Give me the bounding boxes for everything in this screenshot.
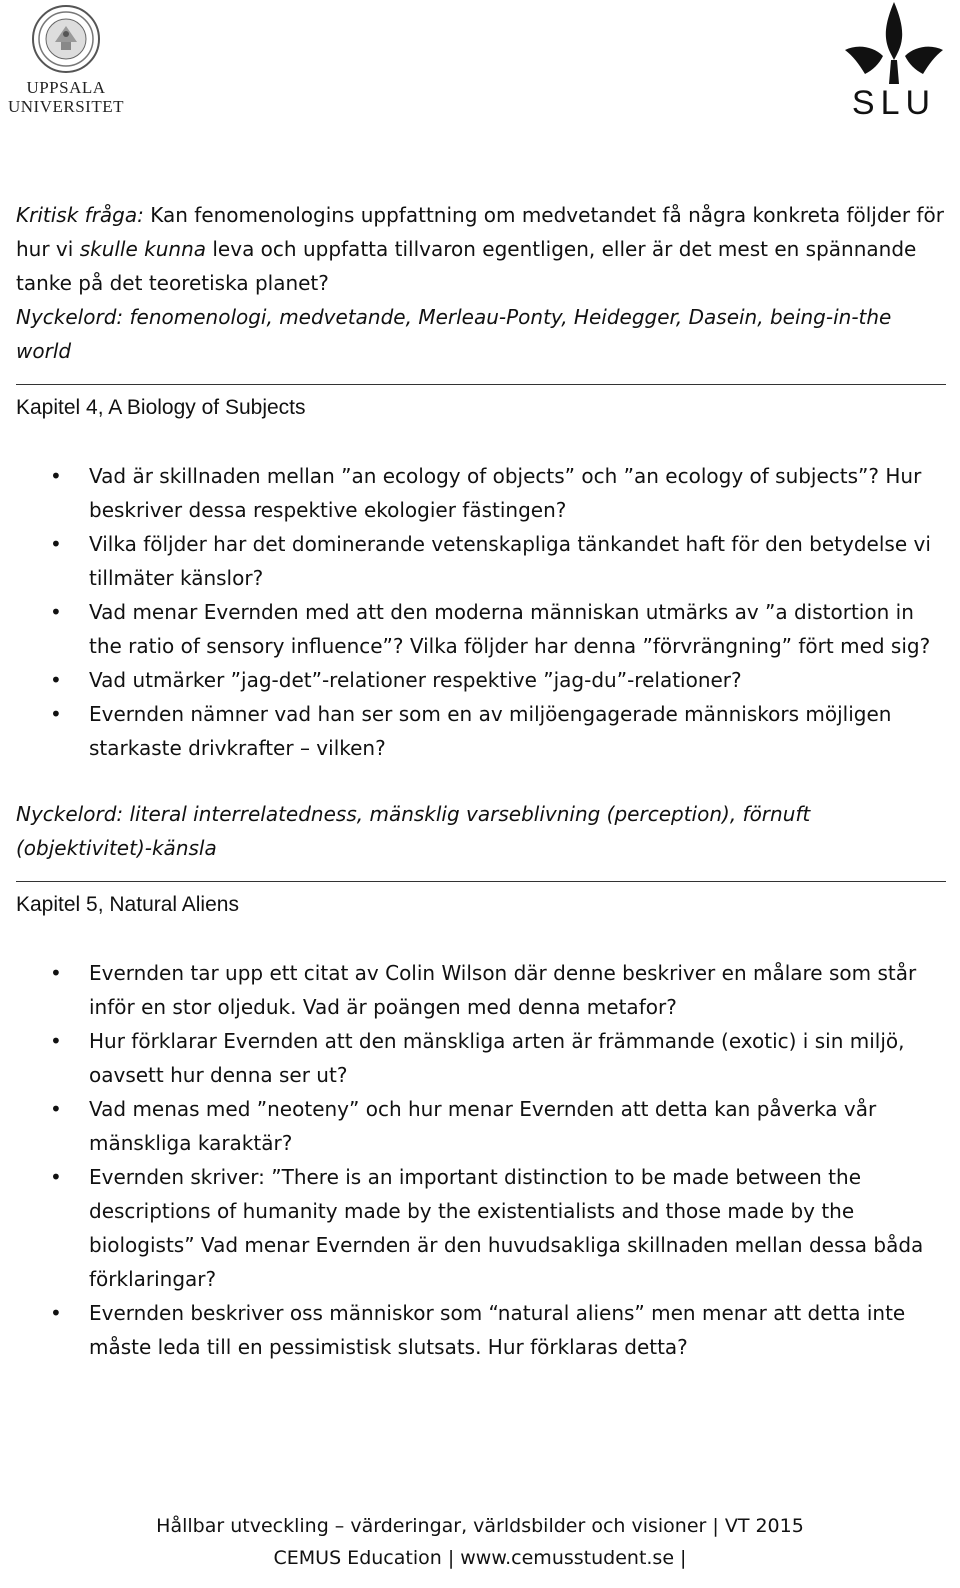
question-item: • Evernden nämner vad han ser som en av miljöengagerade människors möjligen starkaste drivkrafter – vilken? [16,697,946,765]
critical-text-1: Kan fenomenologins uppfattning om medvetandet få några konkreta följder för hur vi [16,203,944,261]
question-item: • Evernden beskriver oss människor som “natural aliens” men menar att detta inte måste leda till en pessimistisk slutsats. Hur förklaras detta? [16,1296,946,1364]
question-item: • Evernden tar upp ett citat av Colin Wilson där denne beskriver en målare som står inför en stor oljeduk. Vad är poängen med denna metafor? [16,956,946,1024]
critical-emphasis: skulle kunna [79,237,207,261]
question-item: • Hur förklarar Evernden att den mänskliga arten är främmande (exotic) i sin miljö, oavsett hur denna ser ut? [16,1024,946,1092]
uppsala-university-logo [4,4,128,122]
footer-course-line: Hållbar utveckling – värderingar, världsbilder och visioner | VT 2015 [156,1515,804,1537]
uppsala-name-line2: UNIVERSITET [8,97,124,116]
question-item: • Vad menas med ”neoteny” och hur menar Evernden att detta kan påverka vår mänskliga karaktär? [16,1092,946,1160]
critical-question [16,198,946,300]
chapter-4-title: Kapitel 4, A Biology of Subjects [16,396,306,419]
critical-label: Kritisk fråga: [16,203,144,227]
footer-contact-line: CEMUS Education | www.cemusstudent.se | [273,1547,687,1569]
slu-flame-icon [839,0,949,84]
page-header [0,0,960,130]
question-item: • Vilka följder har det dominerande vetenskapliga tänkandet haft för den betydelse vi tillmäter känslor? [16,527,946,595]
question-item: • Vad utmärker ”jag-det”-relationer respektive ”jag-du”-relationer? [16,663,946,697]
slu-name: SLU [851,84,937,122]
page-footer [0,1510,960,1574]
uppsala-seal-icon [31,4,101,74]
question-item: • Vad är skillnaden mellan ”an ecology of objects” och ”an ecology of subjects”? Hur beskriver dessa respektive ekologier fästingen? [16,459,946,527]
intro-keywords: Nyckelord: fenomenologi, medvetande, Merleau-Ponty, Heidegger, Dasein, being-in-the world [16,305,892,363]
question-item: • Evernden skriver: ”There is an important distinction to be made between the descriptions of humanity made by the existentialists and those made by the biologists” Vad menar Evernden är den huvudsakliga skillnaden mellan dessa båda förklaringar? [16,1160,946,1296]
chapter-4-keywords: Nyckelord: literal interrelatedness, mänsklig varseblivning (perception), förnuft (objektivitet)-känsla [16,802,811,860]
critical-text-2: leva och uppfatta tillvaron egentligen, eller är det mest en spännande tanke på det teoretiska planet? [16,237,917,295]
chapter-5-title: Kapitel 5, Natural Aliens [16,893,239,916]
uppsala-name-line1: UPPSALA [26,78,106,97]
question-item: • Vad menar Evernden med att den moderna människan utmärks av ”a distortion in the ratio of sensory influence”? Vilka följder har denna ”förvrängning” fört med sig? [16,595,946,663]
slu-logo [836,0,952,124]
document-body [16,198,946,1396]
chapter-4-questions [16,459,946,765]
chapter-5-questions [16,956,946,1364]
